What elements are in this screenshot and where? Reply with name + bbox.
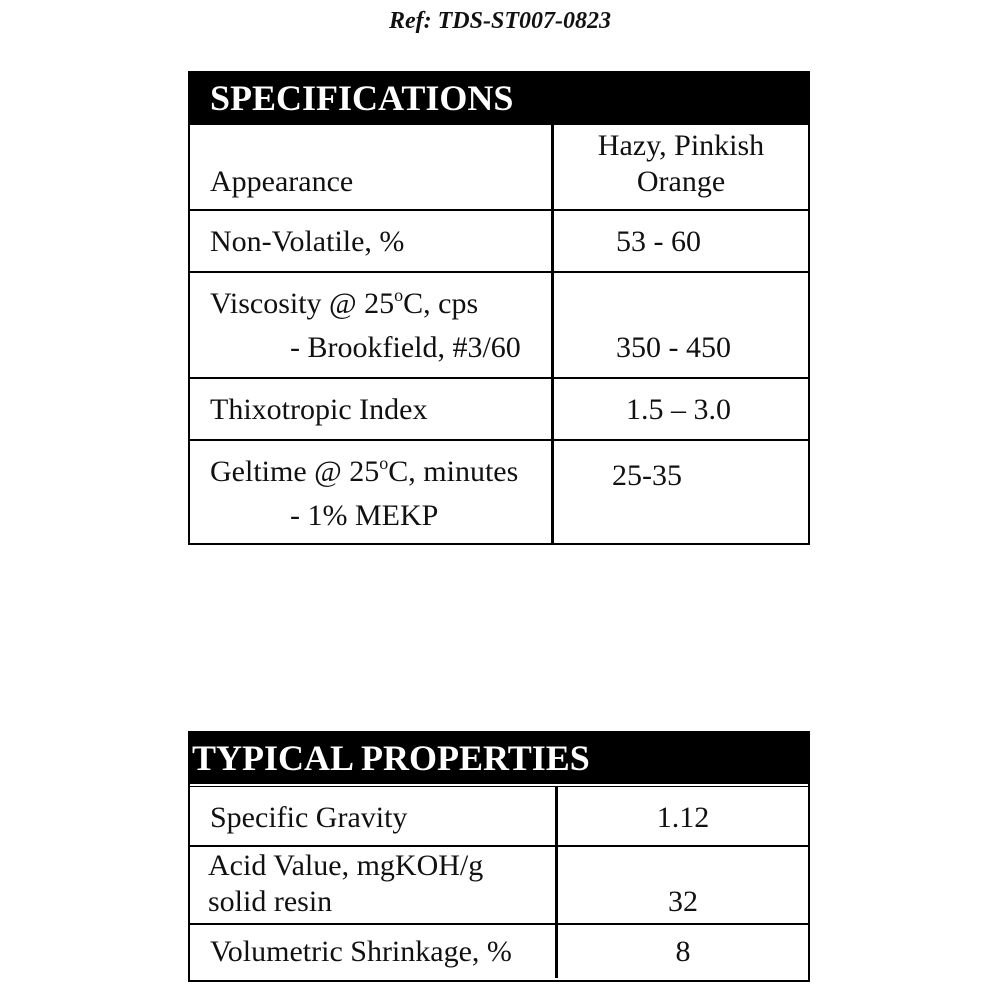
table-row xyxy=(190,209,808,271)
thixotropic-label: Thixotropic Index xyxy=(210,393,428,426)
shrinkage-value: 8 xyxy=(675,935,691,968)
row-value xyxy=(558,787,808,845)
viscosity-label: Viscosity @ 25$^o$C, cps xyxy=(210,285,479,320)
row-label xyxy=(190,379,554,439)
appearance-label: Appearance xyxy=(210,165,354,198)
specifications-table xyxy=(188,71,810,545)
typical-properties-title: TYPICAL PROPERTIES xyxy=(190,733,808,783)
document-reference: Ref: TDS-ST007-0823 xyxy=(389,8,611,34)
table-row xyxy=(190,783,808,845)
row-label xyxy=(190,211,554,271)
non-volatile-label: Non-Volatile, % xyxy=(210,225,405,258)
row-label xyxy=(190,273,554,377)
row-value xyxy=(554,211,808,271)
specific-gravity-value: 1.12 xyxy=(656,801,710,834)
typical-properties-table xyxy=(188,731,810,982)
row-label xyxy=(190,441,554,543)
shrinkage-label: Volumetric Shrinkage, % xyxy=(210,935,512,968)
viscosity-method-label: - Brookfield, #3/60 xyxy=(290,331,521,364)
row-value xyxy=(558,925,808,978)
table-row xyxy=(190,123,808,209)
acid-value-basis-label: solid resin xyxy=(208,885,333,918)
appearance-value-line1: Hazy, Pinkish xyxy=(597,129,765,162)
row-label xyxy=(190,787,558,845)
geltime-catalyst-label: - 1% MEKP xyxy=(290,499,439,532)
row-label xyxy=(190,925,558,978)
table-row xyxy=(190,439,808,543)
appearance-value-line2: Orange xyxy=(636,165,726,198)
row-value xyxy=(554,125,808,209)
geltime-value: 25-35 xyxy=(612,459,682,492)
row-label xyxy=(190,847,558,923)
specific-gravity-label: Specific Gravity xyxy=(210,801,408,834)
table-row xyxy=(190,923,808,978)
table-row xyxy=(190,271,808,377)
acid-value-label: Acid Value, mgKOH/g xyxy=(208,849,484,882)
thixotropic-value: 1.5 – 3.0 xyxy=(626,393,731,426)
acid-value-value: 32 xyxy=(668,885,698,918)
geltime-label: Geltime @ 25$^o$C, minutes xyxy=(210,453,519,488)
viscosity-value: 350 - 450 xyxy=(616,331,731,364)
row-value xyxy=(554,441,808,543)
row-value xyxy=(554,273,808,377)
table-row xyxy=(190,845,808,923)
row-label xyxy=(190,125,554,209)
non-volatile-value: 53 - 60 xyxy=(616,225,701,258)
specifications-title: SPECIFICATIONS xyxy=(190,73,808,123)
table-row xyxy=(190,377,808,439)
row-value xyxy=(554,379,808,439)
row-value xyxy=(558,847,808,923)
